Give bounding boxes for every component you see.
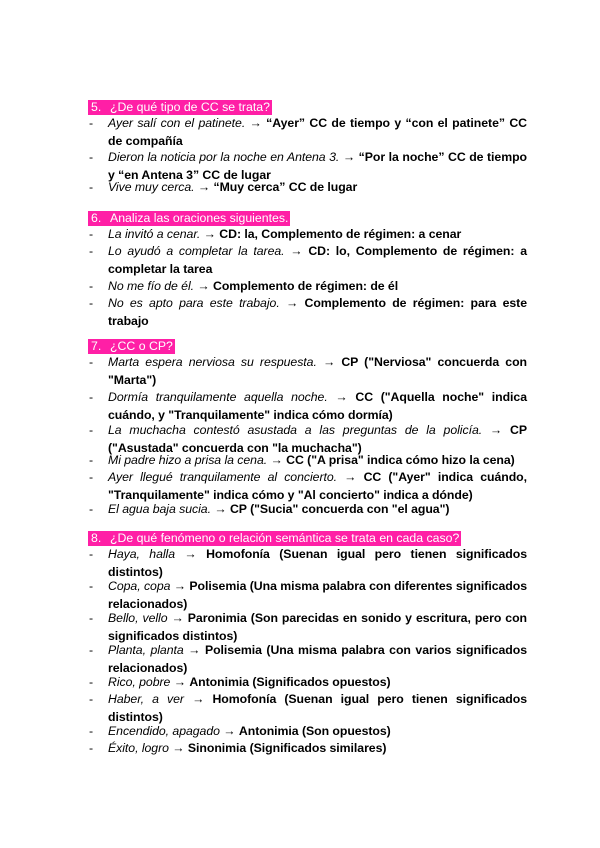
answer-text: CD: lo, Complemento de régimen: a completar la tarea xyxy=(108,244,527,276)
example-text: Éxito, logro xyxy=(108,741,169,755)
example-text: No me fío de él. xyxy=(108,279,195,293)
bullet-dash: - xyxy=(89,296,94,310)
example-text: Encendido, apagado xyxy=(108,724,220,738)
answer-text: Paronimia (Son parecidas en sonido y escritura, pero con significados distintos) xyxy=(108,611,527,643)
example-text: Marta espera nerviosa su respuesta. xyxy=(108,355,317,369)
answer-text: CC ("A prisa" indica cómo hizo la cena) xyxy=(286,453,515,467)
answer-text: Homofonía (Suenan igual pero tienen significados distintos) xyxy=(108,692,528,724)
document-page: 5. ¿De qué tipo de CC se trata? - Ayer salí con el patinete. → “Ayer” CC de tiempo y “con el patinete” CC de compañía - Dieron la noticia por la noche en Antena 3. → “Por la noche” CC de tiempo y “en Antena 3” CC de lugar - Vive muy cerca. → “Muy cerca” CC de lugar 6. Analiza las oraciones siguientes. - La invitó a cenar. → CD: la, Complemento de régimen: a cenar - Lo ayudó a completar la tarea. → CD: lo, Complemento de régimen: a completar la tarea - No me fío de él. → Complemento de régimen: de él - No es apto para este trabajo. → Complemento de régimen: para este trabajo 7. ¿CC o CP? - Marta espera nerviosa su respuesta. → CP ("Nerviosa" concuerda con "Marta") - Dormía tranquilamente aquella noche. → CC ("Aquella noche" indica cuándo, y "Tranquilamente" indica cómo dormía) - La muchacha contestó asustada a las preguntas de la policía. → CP ("Asustada" concuerda con "la muchacha") - Mi padre hizo a prisa la cena. → CC ("A prisa" indica cómo hizo la cena) - Ayer llegué tranquilamente al concierto. → CC ("Ayer" indica cuándo, "Tranquilamente" indica cómo y "Al concierto" indica a dónde) - El agua baja sucia. → CP ("Sucia" concuerda con "el agua") 8. ¿De qué fenómeno o relación semántica se trata en cada caso? - Haya, halla → Homofonía (Suenan igual pero tienen significados distintos) - Copa, copa → Polisemia (Una misma palabra con diferentes significados relacionados) - Bello, vello → Paronimia (Son parecidas en sonido y escritura, pero con significados distintos) - Planta, planta → Polisemia (Una misma palabra con varios significados relacionados) - Rico, pobre → Antonimia (Significados opuestos) - Haber, a ver → Homofonía (Suenan igual pero tienen significados distintos) - Encendido, apagado → Antonimia (Son opuestos) - Éxito, logro → Sinonimia (Significados similares) xyxy=(0,0,600,848)
answer-text: Polisemia (Una misma palabra con varios significados relacionados) xyxy=(108,643,527,675)
answer-text: CC ("Ayer" indica cuándo, "Tranquilamente" indica cómo y "Al concierto" indica a dónde) xyxy=(108,470,527,502)
answer-text: “Ayer” CC de tiempo y “con el patinete” CC de compañía xyxy=(108,116,527,148)
example-text: Haya, halla xyxy=(108,547,176,561)
bullet-dash: - xyxy=(89,741,94,755)
bullet-dash: - xyxy=(89,279,94,293)
bullet-dash: - xyxy=(89,502,94,516)
example-text: Vive muy cerca. xyxy=(108,180,195,194)
answer-text: “Por la noche” CC de tiempo y “en Antena 3” CC de lugar xyxy=(108,150,528,182)
example-text: Bello, vello xyxy=(108,611,168,625)
example-text: Planta, planta xyxy=(108,643,184,657)
bullet-dash: - xyxy=(89,579,94,593)
example-text: Copa, copa xyxy=(108,579,171,593)
answer-text: CP ("Sucia" concuerda con "el agua") xyxy=(229,502,450,516)
bullet-dash: - xyxy=(89,675,94,689)
section-number: 5. xyxy=(91,100,102,114)
bullet-dash: - xyxy=(89,355,94,369)
example-text: Haber, a ver xyxy=(108,692,184,706)
answer-text: CP ("Nerviosa" concuerda con "Marta") xyxy=(108,355,528,387)
bullet-dash: - xyxy=(89,611,94,625)
bullet-dash: - xyxy=(89,227,94,241)
section-number: 8. xyxy=(91,531,102,545)
section-heading xyxy=(88,100,272,115)
bullet-dash: - xyxy=(89,116,94,130)
bullet-dash: - xyxy=(89,150,94,164)
bullet-dash: - xyxy=(89,724,94,738)
section-title: ¿CC o CP? xyxy=(110,339,173,353)
section-number: 6. xyxy=(91,211,102,225)
bullet-dash: - xyxy=(89,244,94,258)
example-text: El agua baja sucia. xyxy=(108,502,211,516)
answer-text: Complemento de régimen: de él xyxy=(213,279,399,293)
section-heading xyxy=(88,531,461,546)
section-heading xyxy=(88,211,290,226)
example-text: Ayer llegué tranquilamente al concierto. xyxy=(108,470,338,484)
answer-text: Complemento de régimen: para este trabajo xyxy=(108,296,527,328)
answer-text: Homofonía (Suenan igual pero tienen significados distintos) xyxy=(108,547,527,579)
bullet-dash: - xyxy=(89,453,94,467)
answer-text: Sinonimia (Significados similares) xyxy=(187,741,387,755)
answer-text: Polisemia (Una misma palabra con diferentes significados relacionados) xyxy=(108,579,527,611)
example-text: La muchacha contestó asustada a las preguntas de la policía. xyxy=(108,423,483,437)
example-text: Ayer salí con el patinete. xyxy=(108,116,246,130)
section-title: ¿De qué tipo de CC se trata? xyxy=(110,100,270,114)
answer-text: “Muy cerca” CC de lugar xyxy=(213,180,358,194)
bullet-dash: - xyxy=(89,547,94,561)
bullet-dash: - xyxy=(89,180,94,194)
bullet-dash: - xyxy=(89,423,94,437)
example-text: No es apto para este trabajo. xyxy=(108,296,280,310)
section-number: 7. xyxy=(91,339,102,353)
example-text: Lo ayudó a completar la tarea. xyxy=(108,244,285,258)
answer-text: Antonimia (Son opuestos) xyxy=(238,724,391,738)
section-title: Analiza las oraciones siguientes. xyxy=(110,211,289,225)
section-title: ¿De qué fenómeno o relación semántica se trata en cada caso? xyxy=(110,531,460,545)
bullet-dash: - xyxy=(89,692,94,706)
answer-text: CP ("Asustada" concuerda con "la muchacha") xyxy=(108,423,527,455)
bullet-dash: - xyxy=(89,470,94,484)
example-text: Mi padre hizo a prisa la cena. xyxy=(108,453,268,467)
section-heading xyxy=(88,339,175,354)
example-text: Dieron la noticia por la noche en Antena 3. xyxy=(108,150,340,164)
answer-text: CC ("Aquella noche" indica cuándo, y "Tranquilamente" indica cómo dormía) xyxy=(108,390,527,422)
answer-text: CD: la, Complemento de régimen: a cenar xyxy=(219,227,462,241)
bullet-dash: - xyxy=(89,643,94,657)
example-text: La invitó a cenar. xyxy=(108,227,201,241)
bullet-dash: - xyxy=(89,390,94,404)
example-text: Dormía tranquilamente aquella noche. xyxy=(108,390,328,404)
example-text: Rico, pobre xyxy=(108,675,171,689)
answer-text: Antonimia (Significados opuestos) xyxy=(189,675,391,689)
